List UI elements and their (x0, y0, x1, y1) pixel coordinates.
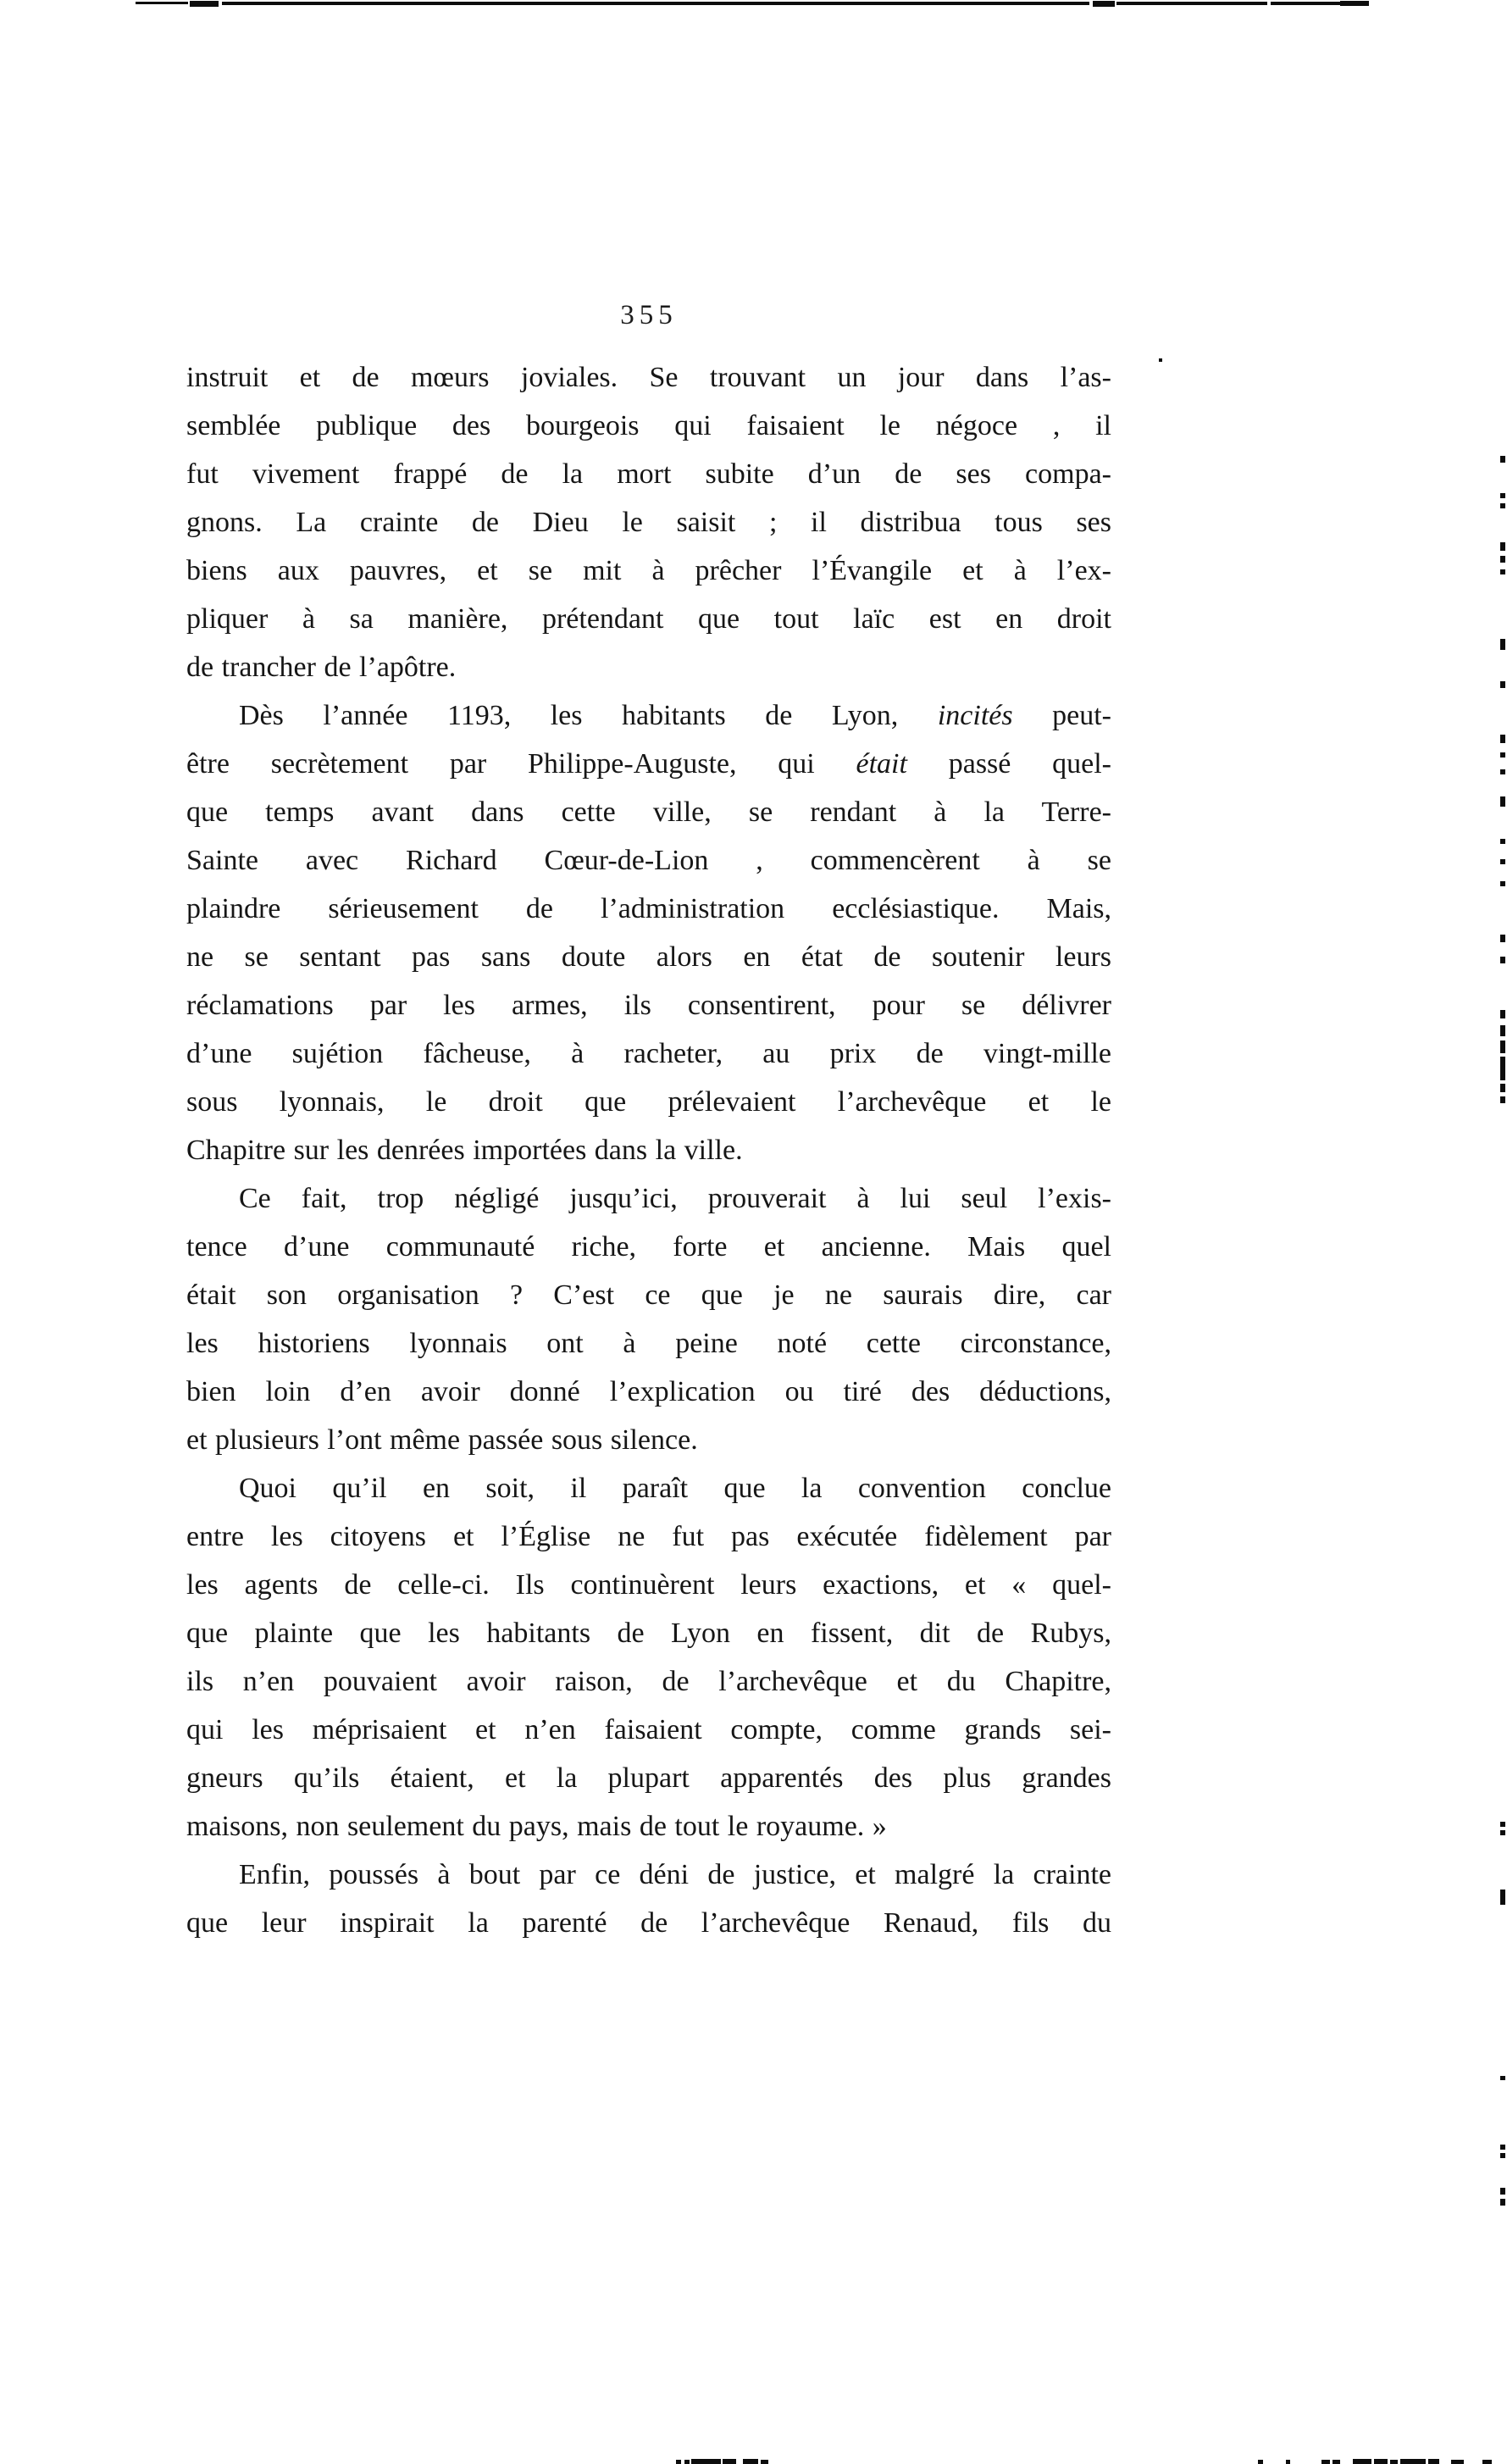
body-text: était son organisation ? C’est ce que je ne saurais dire, car (186, 1279, 1111, 1311)
body-text: bien loin d’en avoir donné l’explication ou tiré des déductions, (186, 1376, 1111, 1407)
text-line (186, 788, 1111, 836)
scan-artifact-right-edge (1500, 2145, 1505, 2150)
body-text: Chapitre sur les denrées importées dans la ville. (186, 1135, 743, 1166)
text-line (186, 740, 1111, 788)
text-line (186, 450, 1111, 498)
body-text: d’une sujétion fâcheuse, à racheter, au prix de vingt-mille (186, 1038, 1111, 1069)
body-text: gnons. La crainte de Dieu le saisit ; il distribua tous ses (186, 507, 1111, 538)
text-line (186, 836, 1111, 885)
scan-artifact-top-edge (190, 1, 219, 7)
text-line (186, 1174, 1111, 1223)
scan-artifact-bottom-edge (1286, 2460, 1290, 2464)
text-line (186, 885, 1111, 933)
scan-speck (1159, 358, 1162, 362)
body-text: ils n’en pouvaient avoir raison, de l’archevêque et du Chapitre, (186, 1666, 1111, 1697)
scan-artifact-bottom-edge (723, 2459, 736, 2464)
body-text: que leur inspirait la parenté de l’archevêque Renaud, fils du (186, 1907, 1111, 1939)
page-number: 355 (620, 300, 678, 330)
text-line (186, 933, 1111, 981)
text-line (186, 1126, 1111, 1174)
body-text: pliquer à sa manière, prétendant que tout laïc est en droit (186, 603, 1111, 635)
scan-artifact-right-edge (1500, 681, 1505, 688)
text-line (186, 595, 1111, 643)
body-text: biens aux pauvres, et se mit à prêcher l’Évangile et à l’ex- (186, 555, 1111, 586)
scan-artifact-right-edge (1500, 752, 1505, 758)
body-text: plaindre sérieusement de l’administration ecclésiastique. Mais, (186, 893, 1111, 924)
scan-artifact-bottom-edge (743, 2459, 758, 2464)
body-text: passé quel- (906, 748, 1112, 780)
body-text: tence d’une communauté riche, forte et ancienne. Mais quel (186, 1231, 1111, 1263)
text-line (186, 1464, 1111, 1512)
text-line (186, 1851, 1111, 1899)
scan-artifact-right-edge (1500, 1890, 1505, 1905)
text-line (186, 1609, 1111, 1657)
text-line (186, 1754, 1111, 1802)
body-text: semblée publique des bourgeois qui faisaient le négoce , il (186, 410, 1111, 441)
scan-artifact-right-edge (1500, 1041, 1505, 1053)
scan-artifact-right-edge (1500, 859, 1505, 864)
scan-artifact-bottom-edge (1451, 2460, 1464, 2464)
text-line (186, 1223, 1111, 1271)
italic-text: était (856, 748, 907, 780)
body-text: qui les méprisaient et n’en faisaient compte, comme grands sei- (186, 1714, 1111, 1745)
body-text: Enfin, poussés à bout par ce déni de justice, et malgré la crainte (239, 1859, 1111, 1890)
scan-artifact-right-edge (1500, 1822, 1505, 1827)
scan-artifact-right-edge (1500, 1070, 1505, 1080)
text-line (186, 1029, 1111, 1078)
scan-artifact-top-edge (1093, 1, 1115, 7)
body-text: être secrètement par Philippe-Auguste, qui (186, 748, 856, 780)
scan-artifact-top-edge (222, 2, 1089, 5)
scan-artifact-right-edge (1500, 1057, 1505, 1071)
scan-artifact-right-edge (1500, 1025, 1505, 1036)
text-line (186, 1271, 1111, 1319)
text-line (186, 1512, 1111, 1561)
body-text: entre les citoyens et l’Église ne fut pas exécutée fidèlement par (186, 1521, 1111, 1552)
text-line (186, 643, 1111, 691)
body-text: maisons, non seulement du pays, mais de tout le royaume. » (186, 1811, 887, 1842)
body-text: réclamations par les armes, ils consentirent, pour se délivrer (186, 990, 1111, 1021)
scan-artifact-right-edge (1500, 542, 1505, 551)
body-text: sous lyonnais, le droit que prélevaient l’archevêque et le (186, 1086, 1111, 1118)
scan-artifact-right-edge (1500, 769, 1505, 774)
body-text: les historiens lyonnais ont à peine noté cette circonstance, (186, 1328, 1111, 1359)
text-line (186, 1802, 1111, 1851)
text-line (186, 1319, 1111, 1368)
scan-artifact-right-edge (1500, 639, 1505, 650)
scan-artifact-bottom-edge (1374, 2459, 1388, 2464)
scan-artifact-right-edge (1500, 839, 1505, 844)
text-line (186, 1657, 1111, 1706)
text-line (186, 1561, 1111, 1609)
scan-artifact-right-edge (1500, 1830, 1505, 1835)
body-text: Ce fait, trop négligé jusqu’ici, prouverait à lui seul l’exis- (239, 1183, 1111, 1214)
scan-artifact-right-edge (1500, 556, 1505, 563)
scan-artifact-bottom-edge (676, 2460, 681, 2464)
scan-artifact-right-edge (1500, 1010, 1505, 1018)
scan-artifact-right-edge (1500, 493, 1505, 498)
text-line (186, 498, 1111, 547)
scan-artifact-bottom-edge (1332, 2460, 1340, 2464)
body-text: fut vivement frappé de la mort subite d’un de ses compa- (186, 458, 1111, 490)
scan-artifact-right-edge (1500, 935, 1505, 942)
text-line (186, 1368, 1111, 1416)
body-text: Sainte avec Richard Cœur-de-Lion , commencèrent à se (186, 845, 1111, 876)
scan-artifact-right-edge (1500, 2153, 1505, 2158)
body-text: Dès l’année 1193, les habitants de Lyon, (239, 700, 938, 731)
scan-artifact-right-edge (1500, 503, 1505, 508)
body-text: ne se sentant pas sans doute alors en état de soutenir leurs (186, 941, 1111, 973)
body-text: les agents de celle-ci. Ils continuèrent leurs exactions, et « quel- (186, 1569, 1111, 1601)
body-text: que temps avant dans cette ville, se rendant à la Terre- (186, 796, 1111, 828)
scan-artifact-bottom-edge (1400, 2459, 1426, 2464)
text-line (186, 353, 1111, 402)
scan-artifact-top-edge (1116, 2, 1267, 5)
text-line (186, 691, 1111, 740)
scan-artifact-top-edge (1340, 1, 1369, 6)
text-line (186, 402, 1111, 450)
scan-artifact-bottom-edge (1258, 2460, 1263, 2464)
scan-artifact-right-edge (1500, 2199, 1505, 2206)
scan-artifact-right-edge (1500, 2076, 1505, 2080)
text-block (186, 353, 1111, 1947)
scan-artifact-right-edge (1500, 735, 1505, 743)
text-line (186, 1416, 1111, 1464)
body-text: de trancher de l’apôtre. (186, 652, 457, 683)
scan-artifact-right-edge (1500, 456, 1505, 463)
scan-artifact-top-edge (136, 2, 188, 4)
scan-artifact-right-edge (1500, 796, 1505, 807)
scan-artifact-bottom-edge (1321, 2460, 1330, 2464)
body-text: peut- (1012, 700, 1111, 731)
body-text: que plainte que les habitants de Lyon en fissent, dit de Rubys, (186, 1618, 1111, 1649)
text-line (186, 981, 1111, 1029)
scan-artifact-bottom-edge (1428, 2459, 1439, 2464)
scan-artifact-bottom-edge (684, 2460, 690, 2464)
scan-artifact-right-edge (1500, 881, 1505, 886)
scan-artifact-right-edge (1500, 1084, 1505, 1092)
body-text: gneurs qu’ils étaient, et la plupart apparentés des plus grandes (186, 1762, 1111, 1794)
scan-artifact-bottom-edge (1482, 2460, 1492, 2464)
scan-artifact-right-edge (1500, 1096, 1505, 1103)
body-text: et plusieurs l’ont même passée sous silence. (186, 1424, 698, 1456)
scan-artifact-bottom-edge (761, 2460, 768, 2464)
scan-artifact-bottom-edge (691, 2459, 721, 2464)
text-line (186, 1899, 1111, 1947)
italic-text: incités (937, 700, 1013, 731)
body-text: instruit et de mœurs joviales. Se trouvant un jour dans l’as- (186, 362, 1111, 393)
scan-artifact-right-edge (1500, 569, 1505, 574)
body-text: Quoi qu’il en soit, il paraît que la convention conclue (239, 1473, 1111, 1504)
scan-artifact-right-edge (1500, 2188, 1505, 2195)
scan-artifact-right-edge (1500, 957, 1505, 963)
scan-artifact-bottom-edge (1390, 2460, 1398, 2464)
text-line (186, 1078, 1111, 1126)
text-line (186, 547, 1111, 595)
scan-artifact-bottom-edge (1353, 2459, 1371, 2464)
text-line (186, 1706, 1111, 1754)
